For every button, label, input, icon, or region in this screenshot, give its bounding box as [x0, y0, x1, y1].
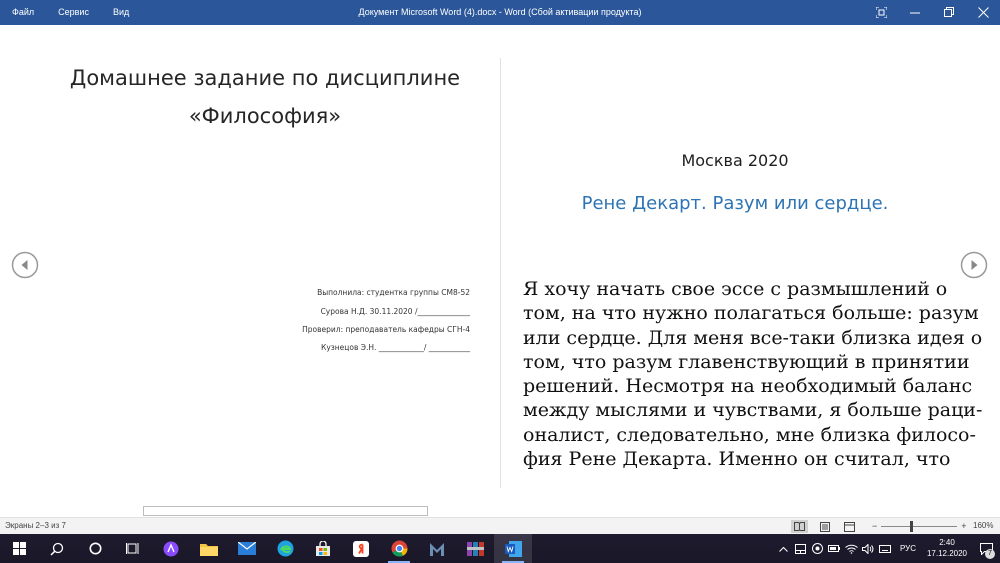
yandex-browser-button[interactable]: [342, 534, 380, 563]
zoom-out-button[interactable]: −: [872, 521, 878, 531]
battery-icon: [828, 545, 840, 552]
title-bar: [0, 0, 1000, 25]
volume-tray-button[interactable]: [860, 534, 877, 563]
chevron-up-icon: [779, 546, 788, 552]
menu-view[interactable]: Вид: [112, 7, 130, 17]
clock-time: 2:40: [939, 538, 955, 547]
taskbar-apps: [0, 534, 532, 563]
alice-icon: [163, 541, 179, 557]
minimize-button[interactable]: [898, 0, 932, 25]
arrow-left-icon: [11, 251, 39, 279]
clock[interactable]: [922, 534, 972, 563]
essay-line: решений. Несмотря на необходимый баланс: [523, 375, 973, 398]
battery-tray-button[interactable]: [826, 534, 843, 563]
fullscreen-button[interactable]: [864, 0, 898, 25]
title-line-2: «Философия»: [188, 104, 342, 128]
window-controls: [864, 0, 1000, 25]
restore-button[interactable]: [932, 0, 966, 25]
horizontal-scrollbar[interactable]: [143, 506, 428, 516]
left-page-title: [30, 59, 500, 135]
essay-heading: Рене Декарт. Разум или сердце.: [581, 193, 889, 214]
malwarebytes-icon: [429, 541, 445, 557]
essay-line: или сердце. Для меня все-таки близка идея о: [523, 326, 983, 349]
view-switcher: [791, 520, 858, 533]
network-tray-button[interactable]: [843, 534, 860, 563]
minimize-icon: [910, 7, 921, 18]
word-icon: [505, 541, 522, 557]
next-screen-button[interactable]: [960, 251, 988, 279]
close-button[interactable]: [966, 0, 1000, 25]
wifi-icon: [845, 544, 858, 554]
essay-line: фия Рене Декарта. Именно он считал, что: [523, 448, 951, 471]
arrow-right-icon: [960, 251, 988, 279]
menu-file[interactable]: Файл: [12, 7, 35, 17]
keyboard-tray-button[interactable]: [877, 534, 894, 563]
action-center-button[interactable]: [972, 534, 1000, 563]
reading-mode-menu: [0, 0, 141, 25]
store-bag-icon: [315, 541, 331, 557]
book-icon: [794, 522, 805, 531]
cortana-icon: [89, 542, 102, 555]
zoom-slider[interactable]: [881, 526, 957, 527]
file-explorer-button[interactable]: [190, 534, 228, 563]
yandex-icon: [353, 541, 369, 557]
city-year: Москва 2020: [681, 151, 789, 170]
signature-line-2: Сурова Н.Д. 30.11.2020 /______________: [320, 307, 470, 316]
zoom-level[interactable]: 160%: [973, 521, 994, 530]
alice-assistant-button[interactable]: [152, 534, 190, 563]
chrome-browser-button[interactable]: [380, 534, 418, 563]
edge-icon: [277, 540, 294, 557]
previous-screen-button[interactable]: [11, 251, 39, 279]
web-layout-icon: [844, 522, 855, 532]
essay-text: [523, 277, 983, 471]
touchpad-icon: [795, 544, 806, 554]
screen-counter: Экраны 2–3 из 7: [5, 521, 66, 530]
essay-line: оналист, следовательно, мне близка филосо-: [523, 423, 976, 446]
mail-icon: [238, 542, 256, 555]
signature-line-4: Кузнецов Э.Н. ____________/ ___________: [321, 343, 470, 352]
zoom-slider-thumb[interactable]: [910, 521, 913, 532]
input-language[interactable]: РУС: [899, 544, 916, 553]
essay-line: между мыслями и чувствами, я больше раци-: [523, 399, 983, 422]
task-view-button[interactable]: [114, 534, 152, 563]
mail-button[interactable]: [228, 534, 266, 563]
page-divider: [500, 58, 501, 488]
system-tray: [775, 534, 1000, 563]
status-bar: [0, 517, 1000, 534]
essay-line: Я хочу начать свое эссе с размышлений о: [523, 278, 948, 300]
print-layout-button[interactable]: [816, 520, 833, 533]
zoom-control: [872, 518, 967, 534]
essay-line: том, что разум главенствующий в принятии: [523, 350, 970, 373]
windows-logo-icon: [13, 542, 26, 555]
document-area[interactable]: [0, 25, 1000, 517]
search-icon: [50, 542, 64, 556]
winrar-button[interactable]: [456, 534, 494, 563]
winrar-books-icon: [467, 541, 484, 556]
essay-line: том, на что нужно полагаться больше: разум: [523, 302, 979, 325]
show-hidden-icons-button[interactable]: [775, 534, 792, 563]
title-line-1: Домашнее задание по дисциплине: [69, 66, 461, 90]
record-icon: [812, 543, 823, 554]
edge-browser-button[interactable]: [266, 534, 304, 563]
keyboard-icon: [879, 545, 891, 553]
signature-line-1: Выполнила: студентка группы СМ8-52: [317, 288, 470, 297]
window-title: Документ Microsoft Word (4).docx - Word (Сбой активации продукта): [358, 7, 642, 17]
web-layout-button[interactable]: [841, 520, 858, 533]
search-button[interactable]: [38, 534, 76, 563]
menu-tools[interactable]: Сервис: [58, 7, 89, 17]
close-icon: [978, 7, 989, 18]
task-view-icon: [126, 542, 140, 555]
malwarebytes-button[interactable]: [418, 534, 456, 563]
folder-icon: [200, 542, 218, 556]
notification-count: 7: [985, 549, 995, 559]
fullscreen-icon: [876, 7, 887, 18]
store-button[interactable]: [304, 534, 342, 563]
start-button[interactable]: [0, 534, 38, 563]
read-mode-button[interactable]: [791, 520, 808, 533]
touchpad-tray-button[interactable]: [792, 534, 809, 563]
chrome-icon: [391, 540, 408, 557]
zoom-in-button[interactable]: +: [961, 521, 967, 531]
page-layout-icon: [820, 522, 830, 532]
word-app-button[interactable]: [494, 534, 532, 563]
clock-date: 17.12.2020: [926, 549, 968, 558]
recording-tray-button[interactable]: [809, 534, 826, 563]
taskbar: [0, 534, 1000, 563]
speaker-icon: [862, 544, 874, 554]
cortana-button[interactable]: [76, 534, 114, 563]
restore-icon: [944, 7, 955, 18]
signature-line-3: Проверил: преподаватель кафедры СГН-4: [302, 325, 470, 334]
